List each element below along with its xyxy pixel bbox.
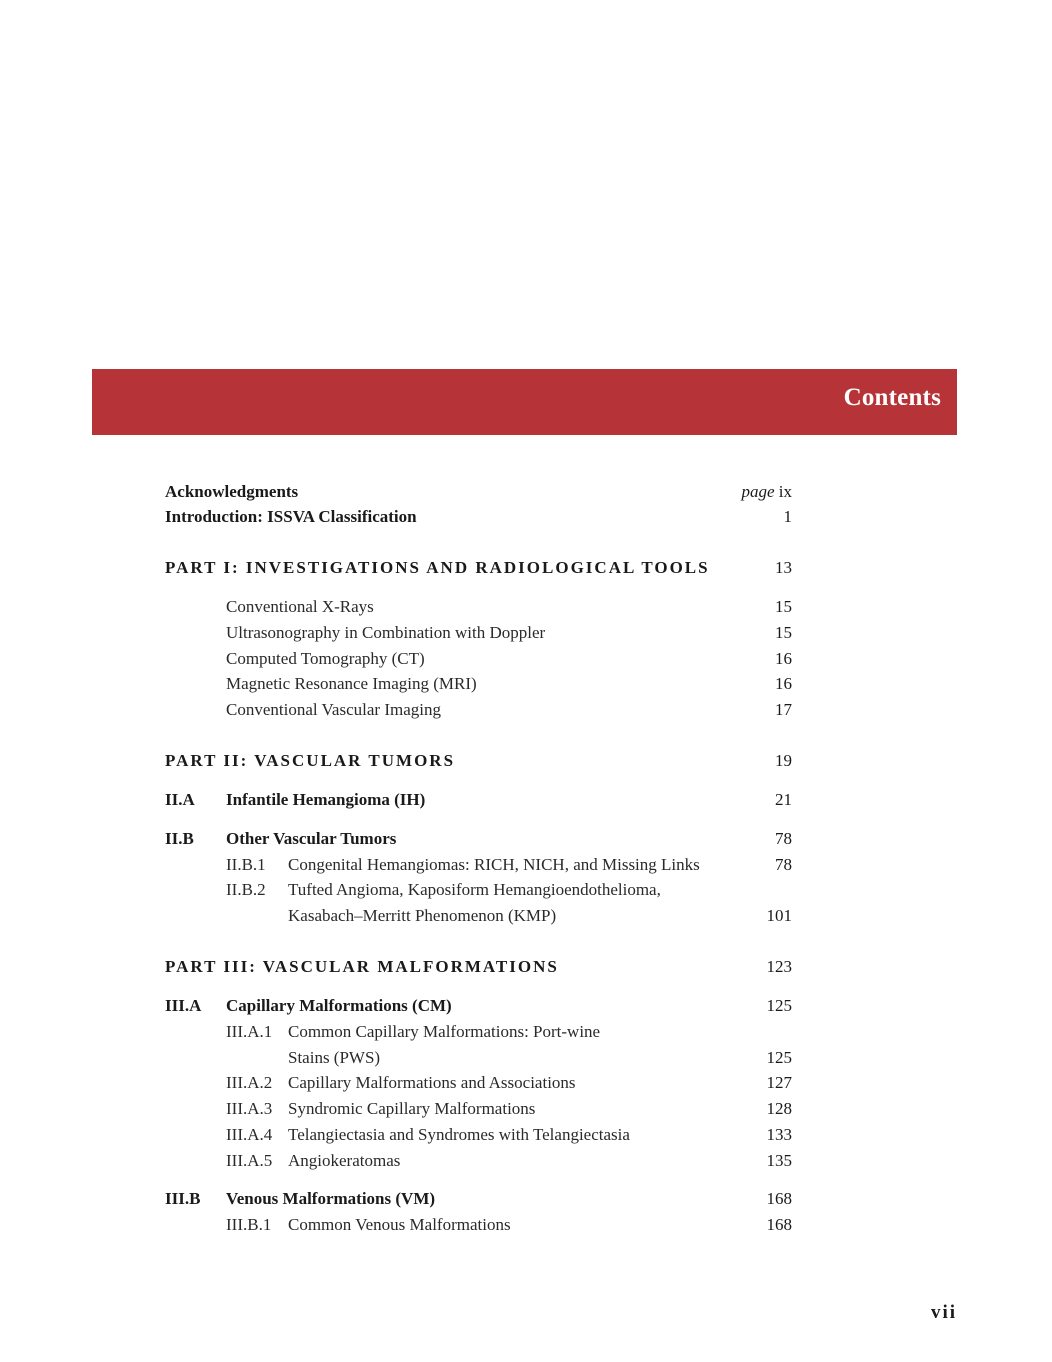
toc-entry[interactable]	[0, 594, 1052, 620]
toc-entry[interactable]	[0, 620, 1052, 646]
toc-entry[interactable]	[0, 479, 1052, 505]
toc-part-title: PART I: INVESTIGATIONS AND RADIOLOGICAL TOOLS	[165, 558, 710, 577]
toc-entry-page: 125	[766, 1048, 792, 1067]
toc-entry[interactable]	[0, 852, 1052, 878]
toc-entry[interactable]	[0, 671, 1052, 697]
toc-entry-title: Infantile Hemangioma (IH)	[226, 790, 426, 809]
toc-entry[interactable]	[0, 993, 1052, 1019]
toc-part-title: PART II: VASCULAR TUMORS	[165, 751, 456, 770]
toc-entry-page: 21	[775, 790, 792, 809]
toc-entry-page: 16	[775, 674, 792, 693]
toc-entry-page: 127	[766, 1073, 792, 1092]
toc-entry-page: 15	[775, 623, 792, 642]
toc-entry-continuation[interactable]	[0, 903, 1052, 929]
toc-entry-title: Ultrasonography in Combination with Doppler	[226, 623, 546, 642]
toc-entry-page: 133	[766, 1125, 792, 1144]
toc-entry-page: 78	[775, 829, 792, 848]
toc-entry-title: Magnetic Resonance Imaging (MRI)	[226, 674, 477, 693]
toc-entry-page: 16	[775, 649, 792, 668]
toc-entry-number: II.B	[165, 829, 194, 848]
toc-entry[interactable]	[0, 1148, 1052, 1174]
toc-entry[interactable]	[0, 826, 1052, 852]
toc-entry-title: Syndromic Capillary Malformations	[288, 1099, 536, 1118]
toc-page-prefix: page	[741, 482, 775, 501]
toc-entry-title: Angiokeratomas	[288, 1151, 401, 1170]
toc-part-heading[interactable]	[0, 555, 1052, 581]
toc-entry-title: Telangiectasia and Syndromes with Telangiectasia	[288, 1125, 630, 1144]
toc-entry-title: Conventional X-Rays	[226, 597, 374, 616]
toc-entry-number: II.B.2	[226, 880, 266, 899]
toc-entry[interactable]	[0, 1070, 1052, 1096]
toc-entry[interactable]	[0, 646, 1052, 672]
toc-entry-number: III.A	[165, 996, 202, 1015]
toc-entry[interactable]	[0, 697, 1052, 723]
toc-entry-page: 17	[775, 700, 792, 719]
toc-entry-number: III.A.4	[226, 1125, 273, 1144]
toc-entry-page: 168	[766, 1215, 792, 1234]
toc-entry[interactable]	[0, 1096, 1052, 1122]
toc-entry-title: Introduction: ISSVA Classification	[165, 507, 417, 526]
toc-entry-page: 128	[766, 1099, 792, 1118]
toc-entry[interactable]	[0, 504, 1052, 530]
toc-entry-title: Other Vascular Tumors	[226, 829, 397, 848]
toc-entry[interactable]	[0, 1122, 1052, 1148]
toc-entry-page: 168	[766, 1189, 792, 1208]
toc-entry-number: III.B.1	[226, 1215, 272, 1234]
toc-entry-page: 19	[775, 751, 792, 770]
toc-entry[interactable]	[0, 1019, 1052, 1045]
toc-part-title: PART III: VASCULAR MALFORMATIONS	[165, 957, 559, 976]
toc-part-heading[interactable]	[0, 748, 1052, 774]
toc-entry-title: Common Capillary Malformations: Port-wine	[288, 1022, 601, 1041]
toc-entry-number: II.B.1	[226, 855, 266, 874]
toc-entry-title: Congenital Hemangiomas: RICH, NICH, and Missing Links	[288, 855, 700, 874]
toc-entry-title: Kasabach–Merritt Phenomenon (KMP)	[288, 906, 557, 925]
toc-entry-page: 101	[766, 906, 792, 925]
toc-entry[interactable]	[0, 787, 1052, 813]
toc-entry-number: III.A.3	[226, 1099, 273, 1118]
toc-entry-page: 78	[775, 855, 792, 874]
toc-entry-title: Stains (PWS)	[288, 1048, 381, 1067]
toc-entry-title: Venous Malformations (VM)	[226, 1189, 436, 1208]
toc-entry-title: Capillary Malformations and Associations	[288, 1073, 576, 1092]
toc-entry-number: III.B	[165, 1189, 201, 1208]
toc-entry-continuation[interactable]	[0, 1045, 1052, 1071]
toc-part-heading[interactable]	[0, 954, 1052, 980]
toc-entry-title: Common Venous Malformations	[288, 1215, 511, 1234]
toc-entry-title: Acknowledgments	[165, 482, 299, 501]
toc-entry-title: Conventional Vascular Imaging	[226, 700, 441, 719]
toc-entry[interactable]	[0, 1186, 1052, 1212]
toc-entry-title: Computed Tomography (CT)	[226, 649, 425, 668]
toc-entry-page: page ix	[741, 482, 792, 501]
toc-entry[interactable]	[0, 877, 1052, 903]
toc-entry-page: 125	[766, 996, 792, 1015]
toc-entry-page: 15	[775, 597, 792, 616]
toc-entry-title: Capillary Malformations (CM)	[226, 996, 452, 1015]
page-number: vii	[930, 1302, 957, 1323]
contents-heading: Contents	[843, 384, 941, 411]
toc-entry-page: 123	[766, 957, 792, 976]
toc-entry-page: 13	[775, 558, 792, 577]
toc-entry-number: III.A.1	[226, 1022, 273, 1041]
toc-entry-page: 1	[783, 507, 792, 526]
toc-entry-title: Tufted Angioma, Kaposiform Hemangioendothelioma,	[288, 880, 661, 899]
toc-entry[interactable]	[0, 1212, 1052, 1238]
toc-entry-number: III.A.5	[226, 1151, 273, 1170]
toc-entry-number: II.A	[165, 790, 195, 809]
toc-entry-page: 135	[766, 1151, 792, 1170]
toc-entry-number: III.A.2	[226, 1073, 273, 1092]
